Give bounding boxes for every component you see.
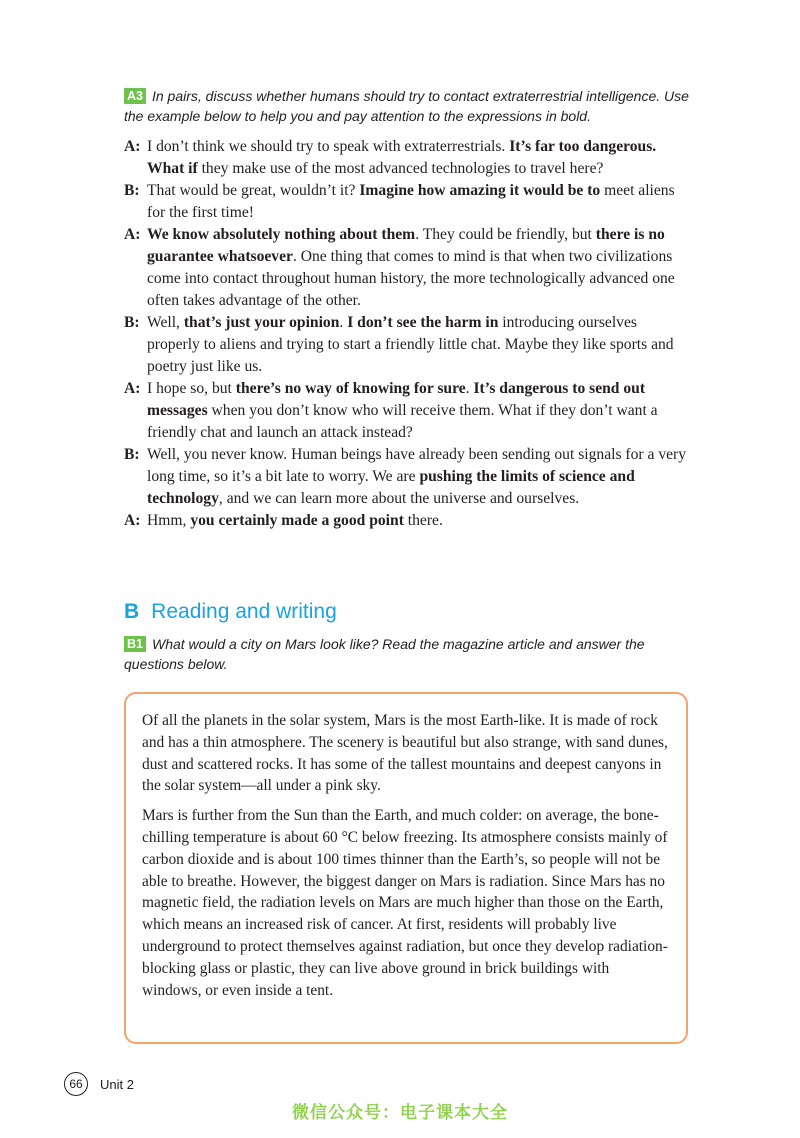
section-b-heading <box>124 598 337 626</box>
speaker-label: A: <box>124 512 141 529</box>
speaker-label: B: <box>124 314 140 331</box>
dialogue-fragment: there. <box>403 512 443 529</box>
activity-a3-tag: A3 <box>124 88 146 104</box>
dialogue-text <box>147 312 690 378</box>
dialogue-fragment: Well, <box>147 314 184 331</box>
key-expression: We know absolutely nothing about them <box>147 226 416 243</box>
dialogue-line <box>124 224 690 312</box>
key-expression: there is no guarantee whatsoever <box>147 226 665 265</box>
dialogue-text <box>147 510 690 532</box>
article-box <box>124 692 688 1044</box>
dialogue-line <box>124 510 690 532</box>
dialogue-fragment: . They could be friendly, but <box>415 226 596 243</box>
dialogue-fragment: . <box>339 314 348 331</box>
activity-a3-text: In pairs, discuss whether humans should try to contact extraterrestrial intelligence. Use the example below to help you and pay attention to the expressions in bold. <box>124 88 689 124</box>
activity-b1-instruction <box>124 634 694 674</box>
dialogue-fragment: . <box>465 380 474 397</box>
key-expression: I don’t see the harm in <box>347 314 499 331</box>
dialogue-text <box>147 444 690 510</box>
dialogue-fragment: Well, you never know. Human beings have already been sending out signals for a very long time, so it’s a bit late to worry. We are <box>147 446 687 485</box>
section-title: Reading and writing <box>151 600 337 623</box>
dialogue-line <box>124 136 690 180</box>
dialogue-fragment: That would be great, wouldn’t it? <box>147 182 360 199</box>
speaker-label: B: <box>124 182 140 199</box>
activity-b1-tag: B1 <box>124 636 146 652</box>
dialogue-fragment: , and we can learn more about the universe and ourselves. <box>218 490 580 507</box>
key-expression: pushing the limits of science and technology <box>147 468 635 507</box>
key-expression: It’s dangerous to send out messages <box>147 380 646 419</box>
article-paragraph: Mars is further from the Sun than the Earth, and much colder: on average, the bone-chilling temperature is about 60 °C below freezing. Its atmosphere consists mainly of carbon dioxide and is about 100 times thinner than the Earth’s, so people will not be able to breathe. However, the biggest danger on Mars is radiation. Since Mars has no magnetic field, the radiation levels on Mars are much higher than those on the Earth, which means an increased risk of cancer. At first, residents will probably live underground to protect themselves against radiation, but once they develop radiation-blocking glass or plastic, they can live above ground in brick buildings with windows, or even inside a tent. <box>142 807 668 999</box>
key-expression: that’s just your opinion <box>183 314 340 331</box>
watermark: 微信公众号：电子课本大全 <box>292 1103 508 1123</box>
dialogue-text <box>147 180 690 224</box>
unit-label: Unit 2 <box>100 1076 134 1092</box>
dialogue-fragment: they make use of the most advanced technologies to travel here? <box>197 160 604 177</box>
dialogue-fragment: . One thing that comes to mind is that when two civilizations come into contact throughout human history, the more technologically advanced one often takes advantage of the other. <box>147 248 675 309</box>
speaker-label: B: <box>124 446 140 463</box>
dialogue-fragment: Hmm, <box>147 512 191 529</box>
dialogue-fragment: I hope so, but <box>147 380 236 397</box>
speaker-label: A: <box>124 380 141 397</box>
dialogue-fragment: meet aliens for the first time! <box>147 182 675 221</box>
dialogue-fragment: I don’t think we should try to speak with extraterrestrials. <box>147 138 510 155</box>
dialogue-line <box>124 180 690 224</box>
dialogue-fragment: introducing ourselves properly to aliens and trying to start a friendly little chat. Maybe they like sports and poetry just like us. <box>147 314 674 375</box>
dialogue-text <box>147 224 690 312</box>
speaker-label: A: <box>124 138 141 155</box>
dialogue <box>124 136 690 532</box>
dialogue-text <box>147 136 690 180</box>
dialogue-line <box>124 378 690 444</box>
key-expression: you certainly made a good point <box>190 512 404 529</box>
section-letter: B <box>124 600 140 623</box>
dialogue-line <box>124 312 690 378</box>
speaker-label: A: <box>124 226 141 243</box>
key-expression: Imagine how amazing it would be to <box>359 182 601 199</box>
activity-b1-text: What would a city on Mars look like? Read the magazine article and answer the questions below. <box>124 636 645 672</box>
dialogue-line <box>124 444 690 510</box>
key-expression: there’s no way of knowing for sure <box>235 380 466 397</box>
dialogue-text <box>147 378 690 444</box>
key-expression: It’s far too dangerous. What if <box>147 138 657 177</box>
dialogue-fragment: when you don’t know who will receive them. What if they don’t want a friendly chat and launch an attack instead? <box>147 402 658 441</box>
page-number: 66 <box>64 1072 88 1096</box>
article-paragraph: Of all the planets in the solar system, Mars is the most Earth-like. It is made of rock and has a thin atmosphere. The scenery is beautiful but also strange, with sand dunes, dust and scattered rocks. It has some of the tallest mountains and deepest canyons in the solar system—all under a pink sky. <box>142 712 668 795</box>
page-footer <box>64 1072 134 1096</box>
activity-a3-instruction <box>124 86 694 126</box>
